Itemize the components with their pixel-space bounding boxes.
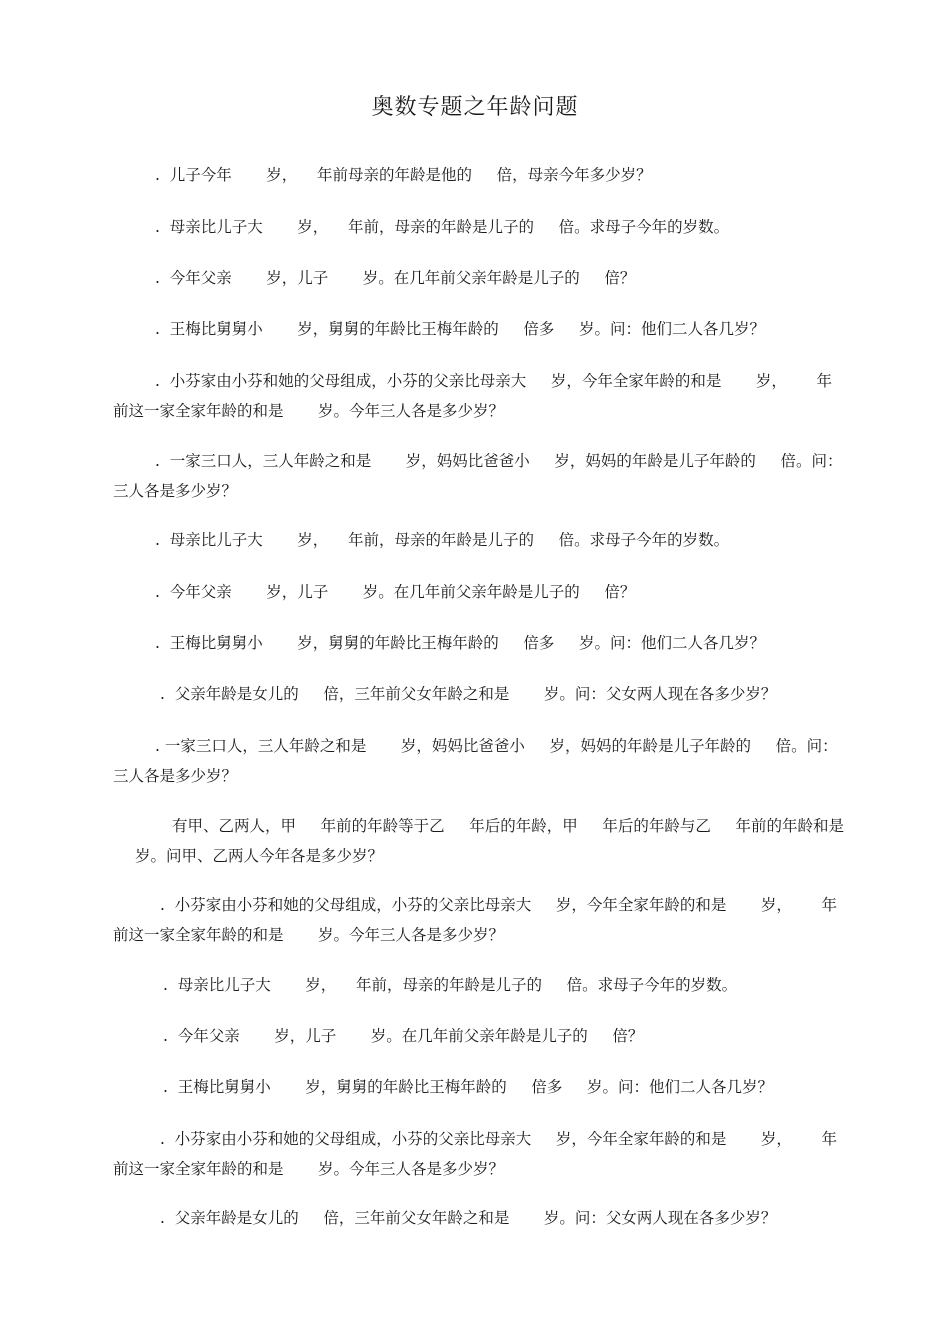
question-11-line-2: 三人各是多少岁？ [113, 767, 238, 785]
question-17: . 小芬家由小芬和她的父母组成，小芬的父亲比母亲大 岁，今年全家年龄的和是 岁， 年 [160, 1130, 837, 1148]
question-14: . 母亲比儿子大 岁， 年前，母亲的年龄是儿子的 倍。求母子今年的岁数。 [163, 976, 738, 994]
question-3: . 今年父亲 岁，儿子 岁。在几年前父亲年龄是儿子的 倍？ [155, 269, 636, 287]
question-17-line-2: 前这一家全家年龄的和是 岁。今年三人各是多少岁？ [113, 1160, 504, 1178]
question-1: . 儿子今年 岁， 年前母亲的年龄是他的 倍，母亲今年多少岁？ [155, 166, 652, 184]
question-18: . 父亲年龄是女儿的 倍，三年前父女年龄之和是 岁。问：父女两人现在各多少岁？ [160, 1209, 777, 1227]
question-6: . 一家三口人，三人年龄之和是 岁，妈妈比爸爸小 岁，妈妈的年龄是儿子年龄的 倍。问： [155, 452, 843, 470]
question-16: . 王梅比舅舅小 岁，舅舅的年龄比王梅年龄的 倍多 岁。问：他们二人各几岁？ [163, 1078, 774, 1096]
question-2: . 母亲比儿子大 岁， 年前，母亲的年龄是儿子的 倍。求母子今年的岁数。 [155, 218, 730, 236]
question-11: . 一家三口人，三人年龄之和是 岁，妈妈比爸爸小 岁，妈妈的年龄是儿子年龄的 倍。问： [155, 737, 838, 755]
question-10: . 父亲年龄是女儿的 倍，三年前父女年龄之和是 岁。问：父女两人现在各多少岁？ [160, 685, 777, 703]
question-5-line-2: 前这一家全家年龄的和是 岁。今年三人各是多少岁？ [113, 402, 504, 420]
question-8: . 今年父亲 岁，儿子 岁。在几年前父亲年龄是儿子的 倍？ [155, 583, 636, 601]
question-13: . 小芬家由小芬和她的父母组成，小芬的父亲比母亲大 岁，今年全家年龄的和是 岁， 年 [160, 896, 837, 914]
question-13-line-2: 前这一家全家年龄的和是 岁。今年三人各是多少岁？ [113, 926, 504, 944]
question-15: . 今年父亲 岁，儿子 岁。在几年前父亲年龄是儿子的 倍？ [163, 1027, 644, 1045]
question-9: . 王梅比舅舅小 岁，舅舅的年龄比王梅年龄的 倍多 岁。问：他们二人各几岁？ [155, 634, 766, 652]
question-6-line-2: 三人各是多少岁？ [113, 482, 238, 500]
page-title: 奥数专题之年龄问题 [371, 95, 579, 120]
question-12: 有甲、乙两人，甲 年前的年龄等于乙 年后的年龄，甲 年后的年龄与乙 年前的年龄和是 [172, 817, 845, 835]
question-12-line-2: 岁。问甲、乙两人今年各是多少岁？ [135, 847, 384, 865]
question-5: . 小芬家由小芬和她的父母组成，小芬的父亲比母亲大 岁，今年全家年龄的和是 岁， 年 [155, 372, 832, 390]
question-7: . 母亲比儿子大 岁， 年前，母亲的年龄是儿子的 倍。求母子今年的岁数。 [155, 531, 730, 549]
question-4: . 王梅比舅舅小 岁，舅舅的年龄比王梅年龄的 倍多 岁。问：他们二人各几岁？ [155, 320, 766, 338]
